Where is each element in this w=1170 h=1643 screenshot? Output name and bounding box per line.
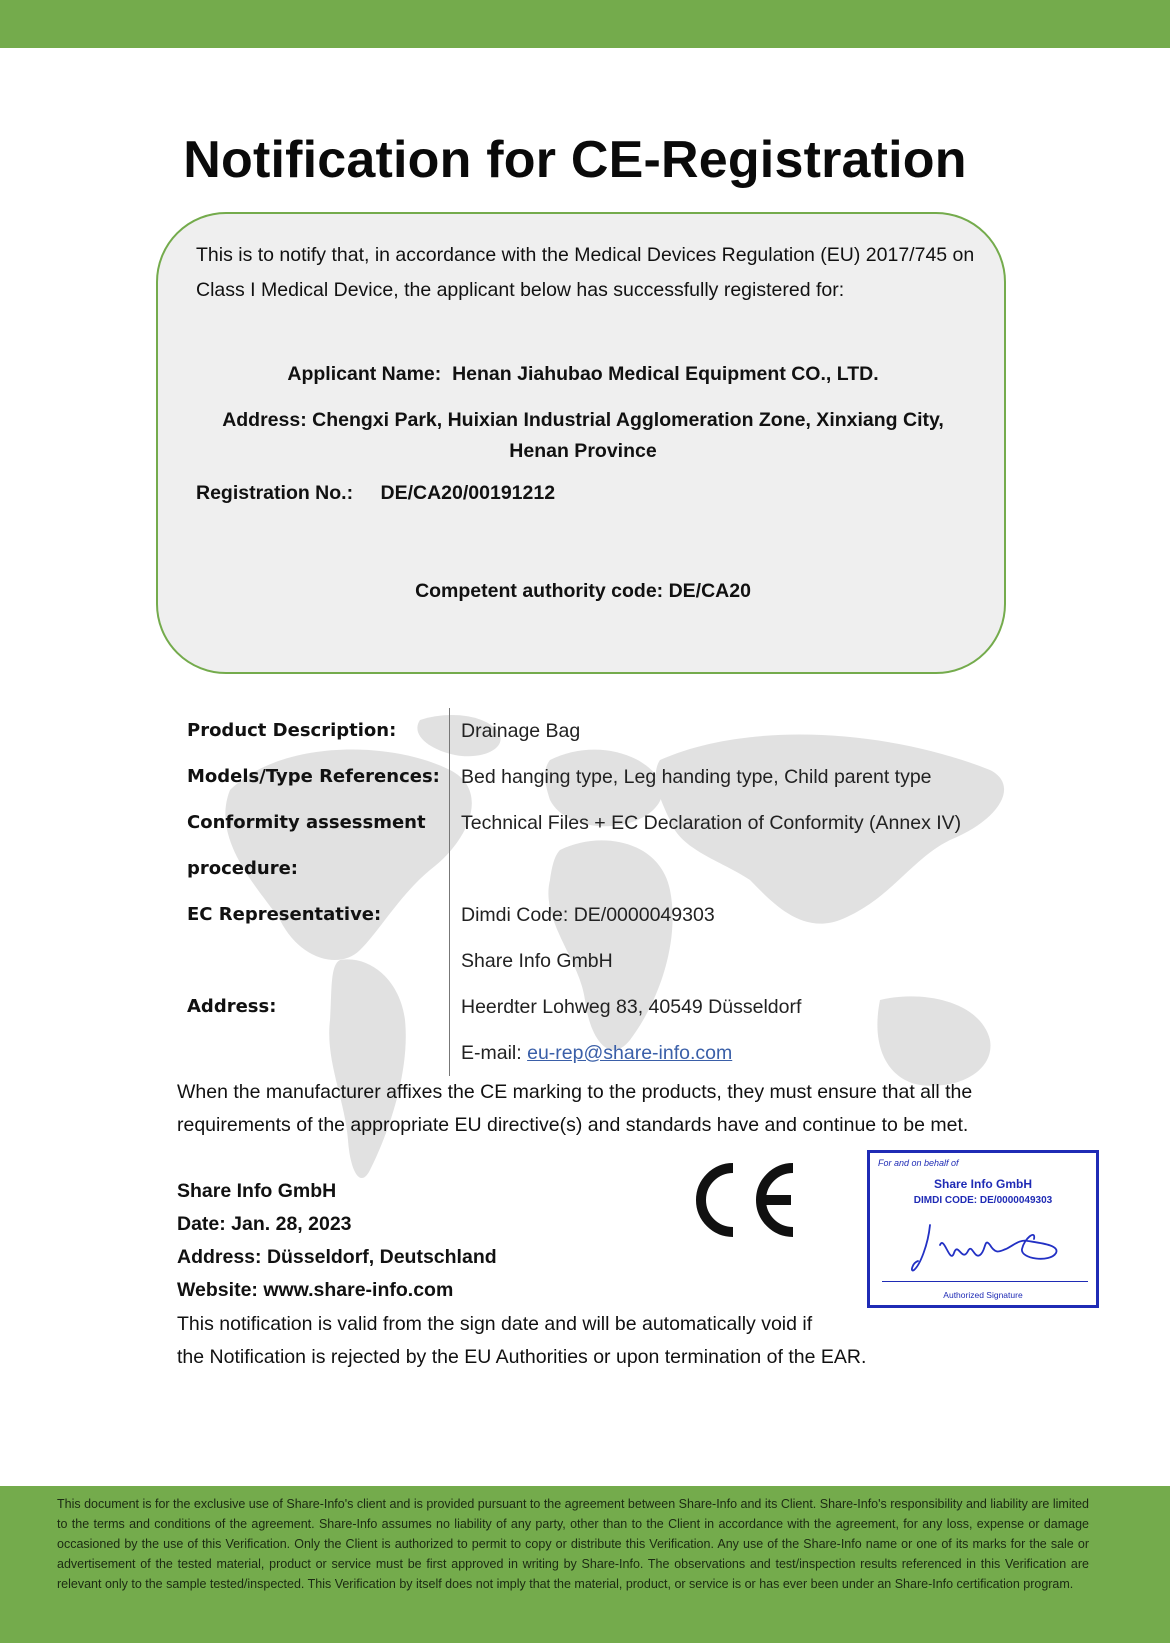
notice-intro: This is to notify that, in accordance with the Medical Devices Regulation (EU) 2017/745 on Class I Medical Device, the applicant below has successfully registered for:	[196, 244, 975, 301]
issuer-date: Date: Jan. 28, 2023	[177, 1213, 352, 1235]
ec-rep-dimdi: Dimdi Code: DE/0000049303	[461, 904, 715, 926]
address-line-2: Henan Province	[509, 440, 657, 462]
validity-line-2: the Notification is rejected by the EU Authorities or upon termination of the EAR.	[177, 1346, 867, 1368]
email-link[interactable]: eu-rep@share-info.com	[527, 1042, 733, 1064]
registration-line	[196, 482, 555, 505]
email-line	[461, 1042, 732, 1065]
issuer-address: Address: Düsseldorf, Deutschland	[177, 1246, 497, 1268]
stamp-header: For and on behalf of	[878, 1158, 959, 1168]
conformity-label-2: procedure:	[187, 858, 298, 879]
notice-box	[156, 212, 1006, 674]
issuer-website: Website: www.share-info.com	[177, 1279, 454, 1301]
validity-line-1: This notification is valid from the sign date and will be automatically void if	[177, 1313, 813, 1335]
footer-disclaimer: This document is for the exclusive use of Share-Info's client and is provided pursuant to the agreement between Share-Info and its Client. Share-Info's responsibility and liability are limited to the terms and conditions of the agreement. Share-Info assumes no liability of any party, other than to the Client in accordance with the agreement, for any loss, expense or damage occasioned by the use of this Verification. Only the Client is authorized to permit to copy or distribute this Verification. Any use of the Share-Info name or one of its marks for the sale or advertisement of the tested material, product or service must be first approved in writing by Share-Info. The observations and test/inspection results referenced in this Verification are relevant only to the sample tested/inspected. This Verification by itself does not imply that the material, product, or service is or has ever been under an Share-Info certification program.	[57, 1497, 1089, 1591]
rep-address-label: Address:	[187, 996, 277, 1017]
product-label: Product Description:	[187, 720, 397, 741]
applicant-label: Applicant Name:	[287, 363, 442, 385]
models-value: Bed hanging type, Leg handing type, Child parent type	[461, 766, 932, 788]
authorization-stamp	[867, 1150, 1099, 1308]
product-value: Drainage Bag	[461, 720, 581, 742]
stamp-company: Share Info GmbH	[933, 1177, 1032, 1191]
email-label: E-mail:	[461, 1042, 522, 1064]
models-label: Models/Type References:	[187, 766, 440, 787]
address-line-1: Address: Chengxi Park, Huixian Industrial Agglomeration Zone, Xinxiang City,	[222, 409, 944, 431]
statement-ce-marking: When the manufacturer affixes the CE marking to the products, they must ensure that all the requirements of the appropriate EU directive(s) and standards have and continue to be met.	[177, 1081, 973, 1136]
rep-address-value: Heerdter Lohweg 83, 40549 Düsseldorf	[461, 996, 802, 1018]
applicant-line	[158, 359, 1008, 390]
applicant-value: Henan Jiahubao Medical Equipment CO., LTD.	[452, 363, 879, 385]
conformity-label-1: Conformity assessment	[187, 812, 426, 833]
authority-code: Competent authority code: DE/CA20	[415, 580, 751, 602]
ec-rep-label: EC Representative:	[187, 904, 382, 925]
conformity-value: Technical Files + EC Declaration of Conformity (Annex IV)	[461, 812, 962, 834]
stamp-signature-line	[882, 1281, 1088, 1282]
footer-bar	[0, 1486, 1170, 1643]
stamp-caption: Authorized Signature	[943, 1290, 1023, 1300]
column-divider	[449, 708, 450, 1076]
registration-label: Registration No.:	[196, 482, 354, 504]
registration-value: DE/CA20/00191212	[380, 482, 556, 504]
stamp-code: DIMDI CODE: DE/0000049303	[913, 1195, 1053, 1206]
ce-mark-logo	[693, 1160, 805, 1240]
handwritten-signature	[910, 1215, 1070, 1277]
page-title: Notification for CE-Registration	[183, 131, 967, 189]
ec-rep-name: Share Info GmbH	[461, 950, 613, 972]
issuer-company: Share Info GmbH	[177, 1180, 337, 1202]
top-green-bar	[0, 0, 1170, 48]
